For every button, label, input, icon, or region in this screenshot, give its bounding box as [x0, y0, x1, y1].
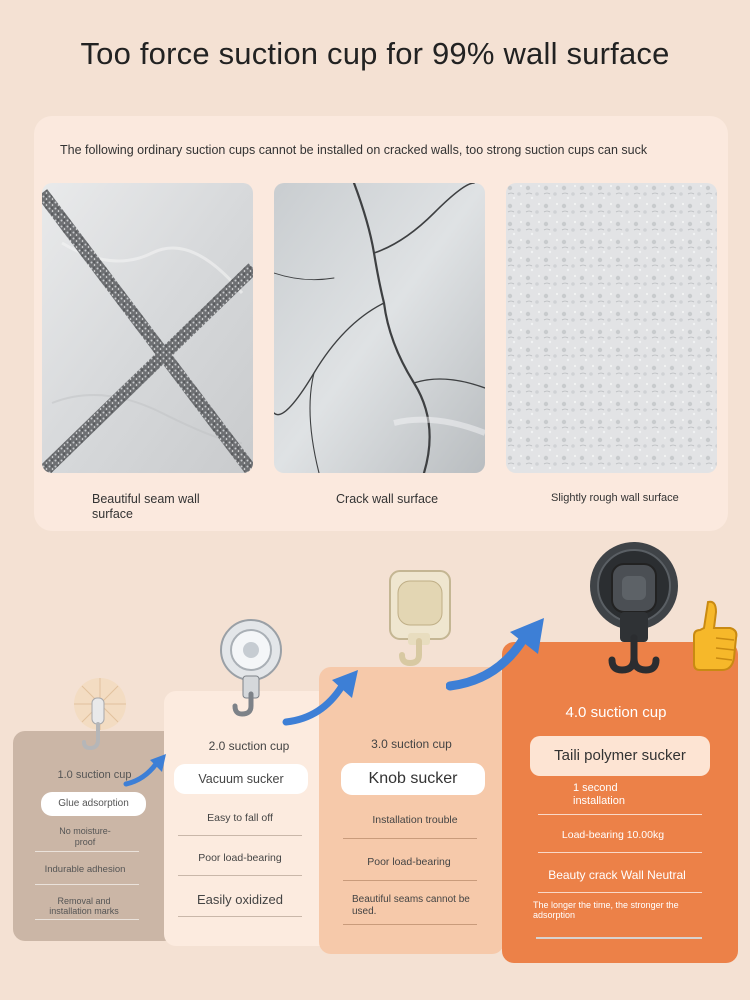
- card-point: Indurable adhesion: [44, 864, 126, 875]
- caption-crack-wall: Crack wall surface: [336, 492, 439, 506]
- card-point: Easily oxidized: [197, 892, 283, 907]
- divider: [35, 884, 139, 885]
- thumbs-up-icon: [690, 598, 740, 676]
- tile-seam-photo: [42, 183, 253, 473]
- glue-hook-icon: [70, 676, 130, 756]
- arrow-icon: [282, 668, 362, 728]
- card-title: 2.0 suction cup: [208, 739, 290, 753]
- card-point: Poor load-bearing: [367, 856, 451, 868]
- card-type-pill: Glue adsorption: [41, 792, 146, 816]
- card-type-pill: Taili polymer sucker: [530, 736, 710, 776]
- divider: [536, 937, 702, 939]
- divider: [538, 814, 702, 815]
- cracked-wall-photo: [274, 183, 485, 473]
- card-point: Poor load-bearing: [198, 852, 282, 864]
- card-point: No moisture-proof: [59, 826, 111, 847]
- arrow-icon: [122, 752, 172, 788]
- card-title: 1.0 suction cup: [57, 769, 132, 781]
- polymer-hook-icon: [584, 540, 684, 680]
- divider: [538, 892, 702, 893]
- card-point: The longer the time, the stronger the adsorption: [533, 900, 679, 920]
- vacuum-hook-icon: [218, 614, 284, 718]
- caption-rough-wall: Slightly rough wall surface: [551, 492, 679, 504]
- card-title: 3.0 suction cup: [371, 737, 452, 751]
- divider: [343, 838, 477, 839]
- divider: [343, 880, 477, 881]
- divider: [35, 919, 139, 920]
- card-point: Load-bearing 10.00kg: [561, 829, 665, 841]
- arrow-icon: [446, 616, 546, 692]
- card-point: Removal and installation marks: [49, 896, 119, 916]
- page-title: Too force suction cup for 99% wall surface: [80, 36, 670, 71]
- card-point: Beautiful seams cannot be used.: [352, 894, 470, 917]
- divider: [35, 851, 139, 852]
- card-type-pill: Knob sucker: [341, 763, 485, 795]
- surfaces-panel: [34, 116, 728, 531]
- knob-hook-icon: [386, 567, 454, 667]
- card-title: 4.0 suction cup: [565, 704, 667, 721]
- card-type-pill: Vacuum sucker: [174, 764, 308, 794]
- card-point: 1 second installation: [573, 782, 625, 807]
- divider: [178, 835, 302, 836]
- divider: [538, 852, 702, 853]
- card-point: Beauty crack Wall Neutral: [548, 868, 686, 882]
- card-point: Easy to fall off: [207, 812, 273, 824]
- card-2-0: [164, 691, 334, 946]
- divider: [178, 916, 302, 917]
- card-point: Installation trouble: [372, 814, 458, 826]
- surfaces-note: The following ordinary suction cups cannot be installed on cracked walls, too strong suction cups can suck: [60, 143, 648, 157]
- divider: [343, 924, 477, 925]
- divider: [178, 875, 302, 876]
- rough-wall-photo: [506, 183, 717, 473]
- caption-tile-seam: Beautiful seam wall surface: [92, 492, 200, 521]
